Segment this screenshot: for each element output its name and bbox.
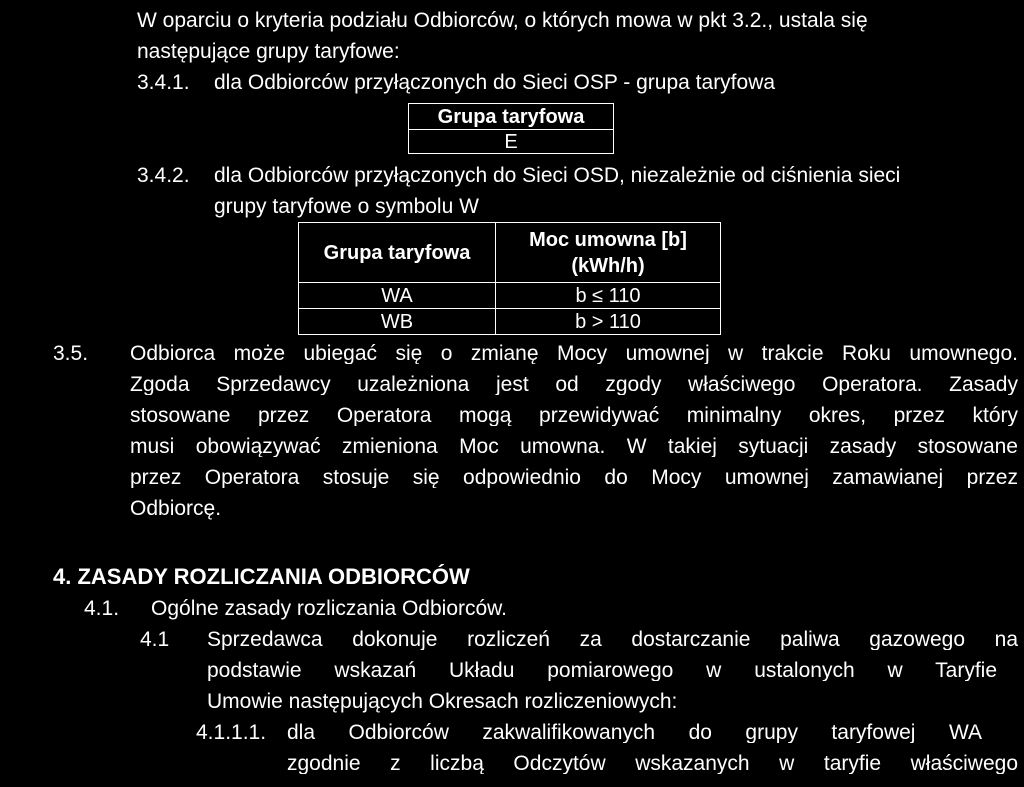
item-4111-number: 4.1.1.1. — [196, 721, 267, 744]
table2-header-power — [496, 223, 721, 283]
item-35-number: 3.5. — [53, 342, 89, 365]
tariff-group-table-osp — [408, 103, 614, 154]
table-row — [299, 309, 721, 335]
section-4-heading: 4. ZASADY ROZLICZANIA ODBIORCÓW — [53, 564, 470, 589]
item-35-line-1: Odbiorca może ubiegać się o zmianę Mocy umownej w trakcie Roku umownego. — [130, 343, 1018, 364]
item-35-line-3: stosowane przez Operatora mogą przewidywać minimalny okres, przez który — [130, 405, 1018, 426]
item-41-text: Ogólne zasady rozliczania Odbiorców. — [151, 597, 508, 620]
item-341-text: dla Odbiorców przyłączonych do Sieci OSP - grupa taryfowa — [214, 71, 776, 94]
item-35-line-5: przez Operatora stosuje się odpowiednio do Mocy umownej zamawianej przez — [130, 467, 1018, 488]
item-4111-line-2: zgodnie z liczbą Odczytów wskazanych w taryfie właściwego — [287, 753, 1018, 774]
item-411-line-1: Sprzedawca dokonuje rozliczeń za dostarczanie paliwa gazowego na — [207, 629, 1018, 650]
table2-row-1-power: b ≤ 110 — [496, 283, 721, 309]
table2-row-2-power: b > 110 — [496, 309, 721, 335]
item-342-text-line-1: dla Odbiorców przyłączonych do Sieci OSD, niezależnie od ciśnienia sieci — [214, 164, 901, 187]
item-35-line-2: Zgoda Sprzedawcy uzależniona jest od zgody właściwego Operatora. Zasady — [130, 374, 1018, 395]
item-411-line-3: Umowie następujących Okresach rozliczeniowych: — [207, 690, 678, 713]
tariff-group-table-osd — [298, 222, 721, 335]
item-411-number: 4.1 — [140, 628, 170, 651]
table2-row-2-group: WB — [299, 309, 496, 335]
item-35-line-4: musi obowiązywać zmieniona Moc umowna. W takiej sytuacji zasady stosowane — [130, 436, 1018, 457]
table1-header: Grupa taryfowa — [409, 104, 614, 130]
item-411-line-2: podstawie wskazań Układu pomiarowego w ustalonych w Taryfie — [207, 660, 997, 681]
item-4111-line-1: dla Odbiorców zakwalifikowanych do grupy taryfowej WA — [287, 722, 982, 743]
item-35-line-6: Odbiorcę. — [130, 497, 222, 520]
item-342-number: 3.4.2. — [137, 164, 190, 187]
table2-header-power-line-2: (kWh/h) — [571, 254, 645, 277]
table2-row-1-group: WA — [299, 283, 496, 309]
table2-header-power-line-1: Moc umowna [b] — [529, 228, 687, 251]
intro-line-1: W oparciu o kryteria podziału Odbiorców, o których mowa w pkt 3.2., ustala się — [137, 9, 868, 32]
table-row — [299, 283, 721, 309]
item-341-number: 3.4.1. — [137, 71, 190, 94]
table2-header-group: Grupa taryfowa — [299, 223, 496, 283]
item-342-text-line-2: grupy taryfowe o symbolu W — [214, 195, 479, 218]
intro-line-2: następujące grupy taryfowe: — [137, 40, 400, 63]
table1-value: E — [409, 130, 614, 154]
item-41-number: 4.1. — [84, 597, 120, 620]
